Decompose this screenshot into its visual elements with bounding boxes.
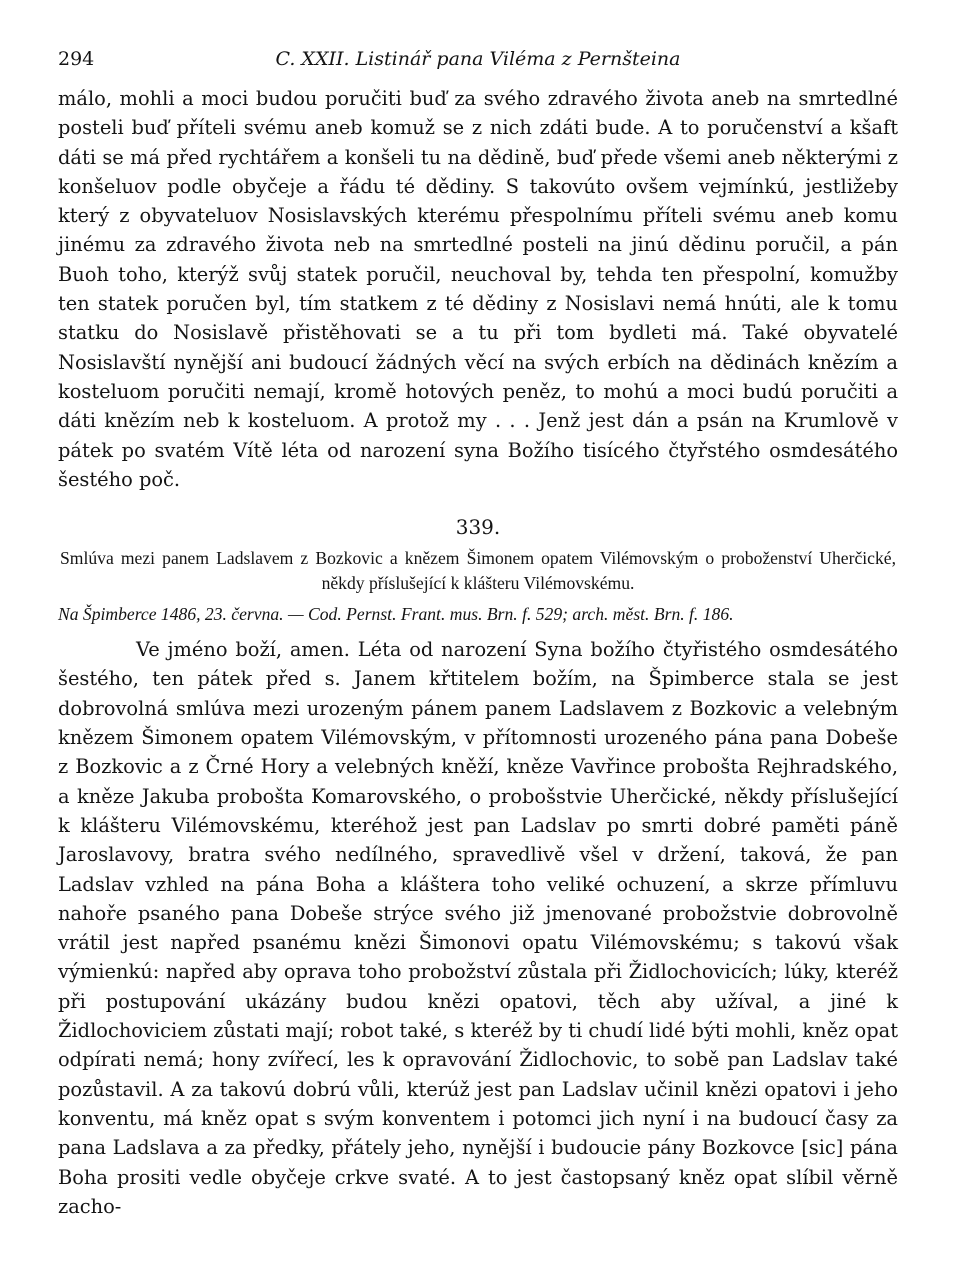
document-body: Ve jméno boží, amen. Léta od narození Syna božího čtyřistého osmdesátého šestého, ten pátek před s. Janem křtitelem božím, na Špimberce stala se jest dobrovolná smlúva mezi urozeným pánem panem Ladslavem z Bozkovic a velebným knězem Šimonem opatem Vilémovským, v přítomnosti urozeného pána pana Dobeše z Bozkovic a z Črné Hory a velebných kněží, kněze Vavřince probošta Rejhradského, a kněze Jakuba probošta Komarovského, o probošstvie Uherčické, někdy příslušející k klášteru Vilémovskému, kteréhož jest pan Ladslav po smrti dobré paměti páně Jaroslavovy, bratra svého nedílného, spravedlivě všel v držení, taková, že pan Ladslav vzhled na pána Boha a kláštera toho veliké ochuzení, a skrze přímluvu nahoře psaného pana Dobeše strýce svého již jmenované probožstvie dobrovolně vrátil jest napřed psanému knězi Šimonovi opatu Vilémovskému; s takovú však výmienkú: napřed aby oprava toho probožství zůstala při Židlochovicích; lúky, kteréž při postupování ukázány budou knězi opatovi, těch aby užíval, a jiné k Židlochoviciem zůstati mají; robot také, s kteréž by ti chudí lidé býti mohli, kněz opat odpírati nemá; hony zvířecí, les k opravování Židlochovic, to sobě pan Ladslav také pozůstavil. A za takovú dobrú vůli, kterúž jest pan Ladslav učinil knězi opatovi i jeho konventu, má kněz opat s svým konventem i potomci jich nyní i na budoucí časy za pana Ladslava a za předky, přátely jeho, nynější i budoucie pány Bozkovce [sic] pána Boha prositi vedle obyčeje crkve svaté. A to jest častopsaný kněz opat slíbil věrně zacho- [58,638,898,1218]
document-number: 339. [455,515,501,540]
document-source: Na Špimberce 1486, 23. června. — Cod. Pernst. Frant. mus. Brn. f. 529; arch. měst. Brn. f. 186. [58,604,734,625]
continuation-paragraph: málo, mohli a moci budou poručiti buď za svého zdravého života aneb na smrtedlné posteli buď příteli svému aneb komuž se z nich zdáti bude. A to poručenství a kšaft dáti se má před rychtářem a konšeli tu na dědině, buď přede všemi aneb některými z konšeluov podle obyčeje a řádu té dědiny. S takovúto ovšem vejmínkú, jestližeby který z obyvateluov Nosislavských kterému přespolnímu příteli svému aneb komu jinému za zdravého života neb na smrtedlné posteli na jinú dědinu poručil, a pán Buoh toho, kterýž svůj statek poručil, neuchoval by, tehda ten přespolní, komužby ten statek poručen byl, tím statkem z té dědiny z Nosislavi nemá hnúti, ale k tomu statku do Nosislavě přistěhovati se a tu při tom bydleti má. Také obyvatelé Nosislavští nynější ani budoucí žádných věcí na svých erbích na dědinách knězím a kosteluom poručiti nemají, kromě hotových peněz, to mohú a moci budú poručiti a dáti knězím neb k kosteluom. A protož my . . . Jenž jest dán a psán na Krumlově v pátek po svatém Vítě léta od narození syna Božího tisícého čtyřstého osmdesátého šestého poč. [58,87,898,491]
running-title: C. XXII. Listinář pana Viléma z Pernšteina [275,48,681,70]
document-summary: Smlúva mezi panem Ladslavem z Bozkovic a knězem Šimonem opatem Vilémovským o proboženství Uherčické, někdy příslušející k klášteru Vilémovskému. [60,548,896,593]
page-header [58,48,898,84]
page-number: 294 [58,48,95,70]
document-page [58,48,898,1221]
document-summary-block [58,546,898,595]
